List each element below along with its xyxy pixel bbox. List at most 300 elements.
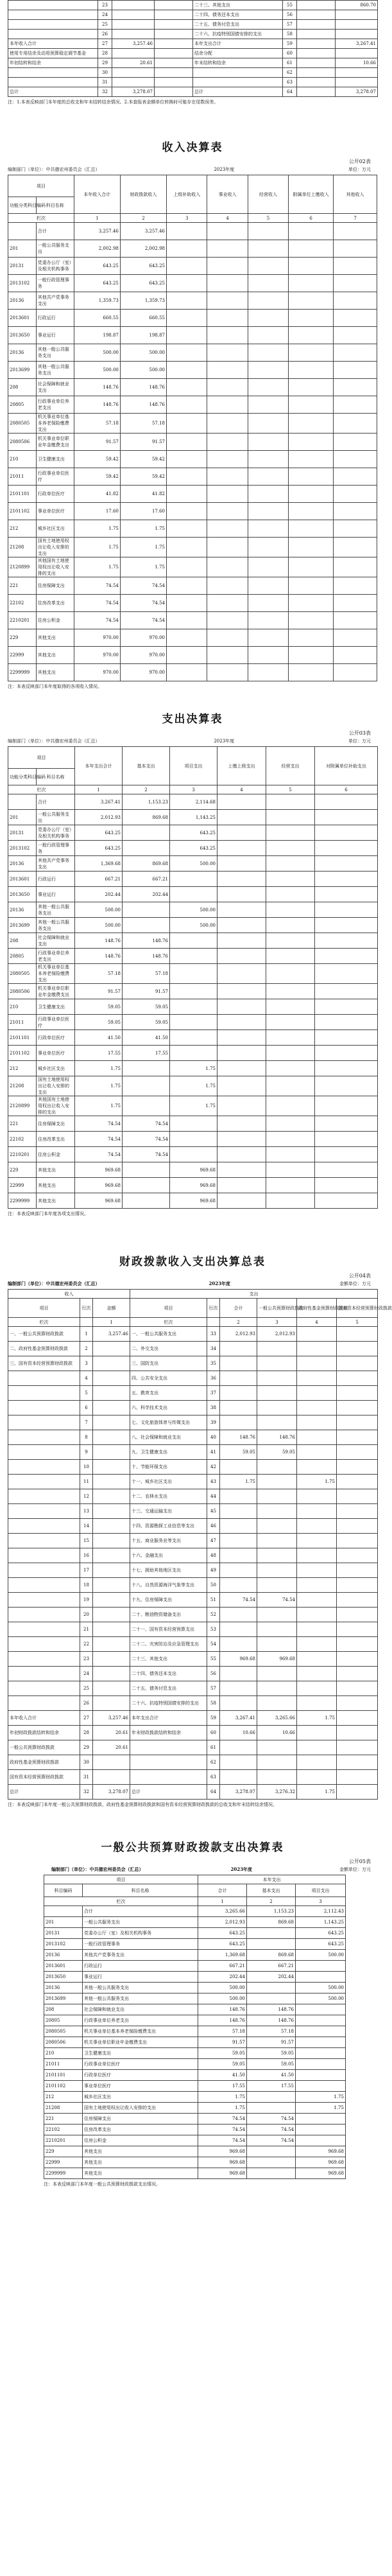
table-cell — [315, 999, 378, 1015]
table-cell — [247, 1928, 296, 1939]
table-cell — [289, 362, 334, 379]
table-cell — [8, 1519, 80, 1534]
header-row — [44, 1875, 346, 1884]
table-cell: 27 — [80, 1711, 93, 1726]
table-row — [44, 1993, 346, 2004]
table-cell: 22102 — [8, 1132, 37, 1147]
table-cell: 一般公共服务支出 — [36, 240, 74, 258]
table-cell: 643.25 — [74, 258, 120, 275]
table-cell — [336, 78, 378, 87]
table-cell — [80, 1318, 93, 1327]
table-cell — [334, 292, 377, 310]
table-cell: 附属单位上缴收入 — [289, 175, 334, 214]
table-cell — [123, 1178, 170, 1193]
table-cell: 54 — [207, 1637, 220, 1652]
table-cell — [123, 1162, 170, 1178]
table-cell — [8, 223, 37, 240]
table-cell — [334, 486, 377, 503]
table-cell — [266, 794, 315, 810]
expense-table-head — [8, 747, 378, 794]
fiscal-unit: 金额单位：万元 — [339, 1281, 371, 1286]
table-cell: 2013699 — [8, 362, 37, 379]
table-cell — [207, 557, 248, 577]
table-cell: 2080506 — [8, 434, 37, 451]
table-cell: 500.00 — [198, 1983, 247, 1993]
table-cell — [248, 434, 288, 451]
table-cell: 行政单位医疗 — [37, 1030, 75, 1046]
table-row — [8, 1608, 378, 1622]
table-cell: 970.00 — [74, 647, 120, 664]
table-cell — [315, 794, 378, 810]
table-cell — [296, 2004, 346, 2015]
table-cell — [248, 414, 288, 434]
table-cell — [289, 292, 334, 310]
table-cell: 208 — [8, 933, 37, 949]
table-cell: 行政事业单位养老支出 — [83, 2015, 198, 2026]
table-cell — [337, 1401, 378, 1415]
table-cell: 148.76 — [123, 949, 170, 964]
table-cell: 五、教育支出 — [130, 1386, 207, 1401]
table-row — [8, 1667, 378, 1681]
table-cell — [247, 2168, 296, 2179]
table-cell — [248, 647, 288, 664]
table-cell — [207, 292, 248, 310]
table-row — [8, 1401, 378, 1415]
table-cell: 机关事业单位职业年金缴费支出 — [36, 434, 74, 451]
table-cell: 57.18 — [74, 414, 120, 434]
table-cell — [207, 520, 248, 538]
table-cell — [247, 2103, 296, 2114]
table-cell: 3,267.41 — [220, 1711, 257, 1726]
table-cell — [167, 595, 207, 612]
table-row — [8, 1740, 378, 1755]
table-cell — [207, 223, 248, 240]
table-row — [8, 503, 377, 520]
general-meta — [0, 1866, 385, 1873]
table-row — [8, 577, 377, 595]
table-cell — [155, 10, 193, 20]
table-cell — [248, 396, 288, 414]
table-cell: 十六、金融支出 — [130, 1548, 207, 1563]
table-cell — [337, 1504, 378, 1519]
table-cell — [289, 223, 334, 240]
table-cell: 其他国有土地使用权出让收入安排的支出 — [36, 557, 74, 577]
table-cell: 20.61 — [93, 1740, 130, 1755]
table-cell: 37 — [207, 1386, 220, 1401]
table-cell — [266, 1030, 315, 1046]
table-cell: 2013601 — [8, 310, 37, 327]
table-cell — [257, 1770, 297, 1785]
table-cell — [315, 1015, 378, 1030]
table-cell — [297, 1696, 337, 1711]
table-row — [8, 78, 378, 87]
table-cell: 49 — [207, 1563, 220, 1578]
table-cell: 221 — [8, 577, 37, 595]
table-cell: 29 — [80, 1740, 93, 1755]
table-cell: 17.55 — [247, 2081, 296, 2092]
table-row — [8, 379, 377, 396]
table-cell — [93, 1356, 130, 1371]
table-cell — [334, 451, 377, 468]
table-cell — [217, 999, 266, 1015]
table-cell — [289, 258, 334, 275]
table-cell — [266, 1046, 315, 1061]
table-row — [8, 1015, 378, 1030]
table-cell: 4 — [80, 1371, 93, 1386]
table-row — [8, 87, 378, 97]
table-cell: 2 — [120, 214, 166, 223]
table-cell — [315, 1030, 378, 1046]
expense-title: 支出决算表 — [162, 713, 223, 726]
table-cell: 城乡社区支出 — [83, 2092, 198, 2103]
table-cell: 5 — [266, 785, 315, 794]
general-title: 一般公共预算财政拨款支出决算表 — [101, 1841, 284, 1854]
table-cell: 53 — [207, 1622, 220, 1637]
table-cell: 21208 — [44, 2103, 83, 2114]
table-cell — [337, 1489, 378, 1504]
income-form-no: 公开02表 — [348, 159, 371, 164]
table-cell: 969.68 — [257, 1652, 297, 1667]
table-cell: 1,369.68 — [198, 1950, 247, 1961]
table-cell: 2013650 — [44, 1972, 83, 1983]
table-cell — [207, 258, 248, 275]
table-cell — [315, 872, 378, 887]
table-cell: 970.00 — [120, 664, 166, 681]
table-cell — [8, 1578, 80, 1593]
table-row — [8, 1548, 378, 1563]
table-cell — [93, 1475, 130, 1489]
table-cell — [217, 1061, 266, 1076]
table-cell: 12 — [80, 1489, 93, 1504]
table-cell — [207, 595, 248, 612]
table-row — [8, 39, 378, 49]
income-year: 2023年度 — [214, 167, 235, 172]
table-cell — [266, 918, 315, 933]
table-cell: 2013601 — [8, 872, 37, 887]
table-cell — [8, 1548, 80, 1563]
table-cell: 对附属单位补助支出 — [315, 747, 378, 785]
table-cell — [334, 362, 377, 379]
table-cell — [193, 78, 283, 87]
table-cell: 3 — [296, 1897, 346, 1906]
table-cell: 500.00 — [296, 1993, 346, 2004]
table-cell: 869.68 — [123, 856, 170, 872]
table-cell — [334, 520, 377, 538]
table-cell: 15 — [80, 1534, 93, 1548]
table-cell: 61 — [207, 1740, 220, 1755]
table-cell — [315, 810, 378, 825]
table-cell — [257, 1667, 297, 1681]
table-cell — [297, 1519, 337, 1534]
table-cell: 59 — [207, 1711, 220, 1726]
table-cell: 1,359.73 — [120, 292, 166, 310]
table-cell: 2 — [220, 1318, 257, 1327]
table-cell: 一般公共预算财政拨款 — [257, 1299, 297, 1318]
table-cell — [8, 1, 98, 10]
table-cell: 35 — [207, 1356, 220, 1371]
table-cell: 74.54 — [198, 2125, 247, 2135]
table-cell — [207, 414, 248, 434]
general-section — [0, 1838, 385, 2188]
table-cell: 46 — [207, 1519, 220, 1534]
table-cell: 党委办公厅（室）及相关机构事务 — [83, 1928, 198, 1939]
table-cell — [220, 1356, 257, 1371]
table-cell — [93, 1578, 130, 1593]
table-row — [44, 1939, 346, 1950]
table-cell — [217, 902, 266, 918]
table-cell: 十四、资源勘探工业信息等支出 — [130, 1519, 207, 1534]
table-cell — [315, 984, 378, 999]
table-cell: 二十三、其他支出 — [130, 1652, 207, 1667]
table-cell — [266, 1116, 315, 1132]
table-cell: 148.76 — [198, 2004, 247, 2015]
table-row — [8, 647, 377, 664]
table-cell: 62 — [283, 68, 297, 78]
table-cell — [266, 902, 315, 918]
summary-note: 注：1.本表反映部门本年度的总收支和年末结转结余情况。2.本套报表金额单位转换时可能存在尾数误差。 — [8, 100, 219, 105]
table-cell — [257, 1608, 297, 1622]
table-cell: 63 — [207, 1770, 220, 1785]
table-cell — [8, 1460, 80, 1475]
table-cell: 22 — [80, 1637, 93, 1652]
table-cell — [112, 78, 155, 87]
table-cell: 500.00 — [170, 856, 217, 872]
table-cell: 行政事业单位医疗 — [37, 1015, 75, 1030]
table-cell — [337, 1430, 378, 1445]
table-cell: 1 — [74, 214, 120, 223]
table-cell — [297, 1430, 337, 1445]
table-cell — [220, 1534, 257, 1548]
table-cell: 20 — [80, 1608, 93, 1622]
table-cell: 17 — [80, 1563, 93, 1578]
table-cell — [257, 1548, 297, 1563]
table-cell: 643.25 — [170, 825, 217, 841]
summary-table — [8, 0, 378, 97]
table-cell: 28 — [80, 1726, 93, 1740]
table-cell: 643.25 — [198, 1939, 247, 1950]
table-cell: 21011 — [8, 468, 37, 486]
table-cell — [130, 1740, 207, 1755]
table-cell: 212 — [8, 520, 37, 538]
table-cell — [155, 68, 193, 78]
table-cell: 1,153.23 — [123, 794, 170, 810]
table-cell: 20131 — [8, 825, 37, 841]
table-cell — [217, 825, 266, 841]
table-cell — [289, 379, 334, 396]
table-cell — [315, 1116, 378, 1132]
table-cell: 2 — [80, 1342, 93, 1356]
table-cell — [337, 1711, 378, 1726]
table-cell: 43 — [207, 1475, 220, 1489]
table-cell — [207, 538, 248, 557]
table-cell — [217, 856, 266, 872]
table-cell: 1.75 — [198, 2103, 247, 2114]
table-cell: 行政事业单位医疗 — [36, 468, 74, 486]
table-row — [8, 1356, 378, 1371]
table-cell: 事业单位医疗 — [37, 1046, 75, 1061]
general-table-body — [44, 1906, 346, 2179]
table-cell: 本年收入合计 — [8, 1711, 80, 1726]
table-cell — [207, 396, 248, 414]
table-cell — [207, 486, 248, 503]
income-table-head — [8, 175, 377, 223]
table-cell — [315, 1061, 378, 1076]
table-row — [8, 1652, 378, 1667]
table-cell — [155, 1, 193, 10]
table-cell: 2013650 — [8, 327, 37, 344]
table-row — [8, 414, 377, 434]
table-cell — [217, 1132, 266, 1147]
table-cell: 41.82 — [74, 486, 120, 503]
table-cell — [296, 2125, 346, 2135]
table-cell — [8, 1489, 80, 1504]
table-cell: 74.54 — [74, 612, 120, 629]
table-cell: 57 — [283, 20, 297, 30]
header-row — [8, 175, 377, 197]
table-cell: 其他共产党事务支出 — [83, 1950, 198, 1961]
table-cell — [289, 434, 334, 451]
table-cell: 500.00 — [74, 344, 120, 362]
table-cell — [266, 856, 315, 872]
table-cell: 2210201 — [8, 1147, 37, 1162]
table-cell: 1.75 — [297, 1785, 337, 1800]
table-cell — [266, 1162, 315, 1178]
table-row — [44, 1917, 346, 1928]
fiscal-note: 注：本表反映部门本年度一般公共预算财政拨款、政府性基金预算财政拨款和国有资本经营预算财政拨款的总收支和年末结转结余情况。 — [8, 1802, 277, 1807]
table-cell — [247, 2092, 296, 2103]
table-cell — [334, 310, 377, 327]
table-cell: 行政运行 — [36, 310, 74, 327]
table-cell: 2,012.93 — [257, 1327, 297, 1342]
table-row — [8, 949, 378, 964]
table-cell: 2080506 — [8, 984, 37, 999]
table-row — [8, 1726, 378, 1740]
table-cell — [93, 1622, 130, 1637]
table-cell: 1.75 — [75, 1076, 123, 1096]
table-cell — [155, 78, 193, 87]
table-cell: 卫生健康支出 — [36, 451, 74, 468]
table-cell: 2101101 — [8, 486, 37, 503]
table-cell — [8, 1608, 80, 1622]
table-cell — [170, 1015, 217, 1030]
table-cell — [337, 1785, 378, 1800]
table-cell — [337, 1475, 378, 1489]
income-table-body — [8, 223, 377, 681]
table-cell: 221 — [44, 2114, 83, 2125]
table-cell — [297, 49, 336, 58]
table-cell — [297, 1386, 337, 1401]
table-cell — [297, 1342, 337, 1356]
table-cell: 2101102 — [8, 1046, 37, 1061]
table-cell — [207, 275, 248, 292]
header-row — [44, 1897, 346, 1906]
table-cell — [217, 984, 266, 999]
table-cell: 221 — [8, 1116, 37, 1132]
table-cell — [170, 1132, 217, 1147]
table-cell — [337, 1356, 378, 1371]
table-cell: 住房公积金 — [36, 612, 74, 629]
table-cell — [8, 1652, 80, 1667]
table-row — [8, 396, 377, 414]
table-cell: 一、一般公共预算财政拨款 — [8, 1327, 80, 1342]
table-cell — [8, 1681, 80, 1696]
table-cell: 一般行政管理事务 — [37, 841, 75, 856]
table-cell: 2013699 — [44, 1993, 83, 2004]
table-cell — [8, 30, 98, 39]
table-cell: 74.54 — [75, 1132, 123, 1147]
table-cell: 2080505 — [8, 414, 37, 434]
table-cell — [257, 1578, 297, 1593]
table-cell — [337, 1327, 378, 1342]
table-cell: 2,002.98 — [74, 240, 120, 258]
table-cell: 44 — [207, 1489, 220, 1504]
table-cell — [337, 1755, 378, 1770]
table-cell — [337, 1770, 378, 1785]
table-cell: 74.54 — [120, 577, 166, 595]
table-cell: 20136 — [8, 856, 37, 872]
table-cell: 74.54 — [120, 612, 166, 629]
table-cell — [207, 362, 248, 379]
table-cell — [289, 595, 334, 612]
table-cell — [123, 1193, 170, 1209]
table-cell: 40 — [207, 1430, 220, 1445]
table-row — [8, 664, 377, 681]
table-cell — [315, 1193, 378, 1209]
table-cell — [248, 310, 288, 327]
table-cell: 22102 — [8, 595, 37, 612]
table-cell: 行政单位医疗 — [36, 486, 74, 503]
table-cell — [337, 1548, 378, 1563]
table-cell — [257, 1534, 297, 1548]
table-cell: 2,002.98 — [120, 240, 166, 258]
table-row — [8, 1770, 378, 1785]
table-cell: 其他收入 — [334, 175, 377, 214]
table-row — [8, 1475, 378, 1489]
table-cell: 500.00 — [120, 362, 166, 379]
fiscal-form-no: 公开04表 — [348, 1273, 371, 1279]
table-cell — [297, 39, 336, 49]
table-cell — [297, 1489, 337, 1504]
table-cell — [248, 664, 288, 681]
table-cell: 969.68 — [296, 2146, 346, 2157]
table-cell — [93, 1415, 130, 1430]
table-row — [44, 1961, 346, 1972]
table-cell: 国有土地使用权出让收入安排的支出 — [36, 538, 74, 557]
table-cell: 41.50 — [75, 1030, 123, 1046]
table-cell: 148.76 — [123, 933, 170, 949]
table-cell — [167, 275, 207, 292]
table-cell — [207, 664, 248, 681]
table-cell: 3,267.41 — [75, 794, 123, 810]
table-cell: 22999 — [44, 2157, 83, 2168]
table-cell — [334, 503, 377, 520]
table-cell — [289, 557, 334, 577]
table-cell — [315, 1076, 378, 1096]
table-cell — [315, 841, 378, 856]
table-cell: 一般公共预算财政拨款 — [8, 1740, 80, 1755]
table-cell — [297, 1652, 337, 1667]
table-cell — [266, 1061, 315, 1076]
table-cell: 国有资本经营预算财政拨款 — [8, 1770, 80, 1785]
table-cell: 二十二、灾害防治及应急管理支出 — [130, 1637, 207, 1652]
table-cell: 二、外交支出 — [130, 1342, 207, 1356]
table-cell: 项目 — [8, 747, 75, 769]
table-cell — [170, 1116, 217, 1132]
table-cell — [297, 1622, 337, 1637]
table-cell: 栏次 — [44, 1897, 198, 1906]
table-cell — [93, 1386, 130, 1401]
table-cell — [334, 223, 377, 240]
